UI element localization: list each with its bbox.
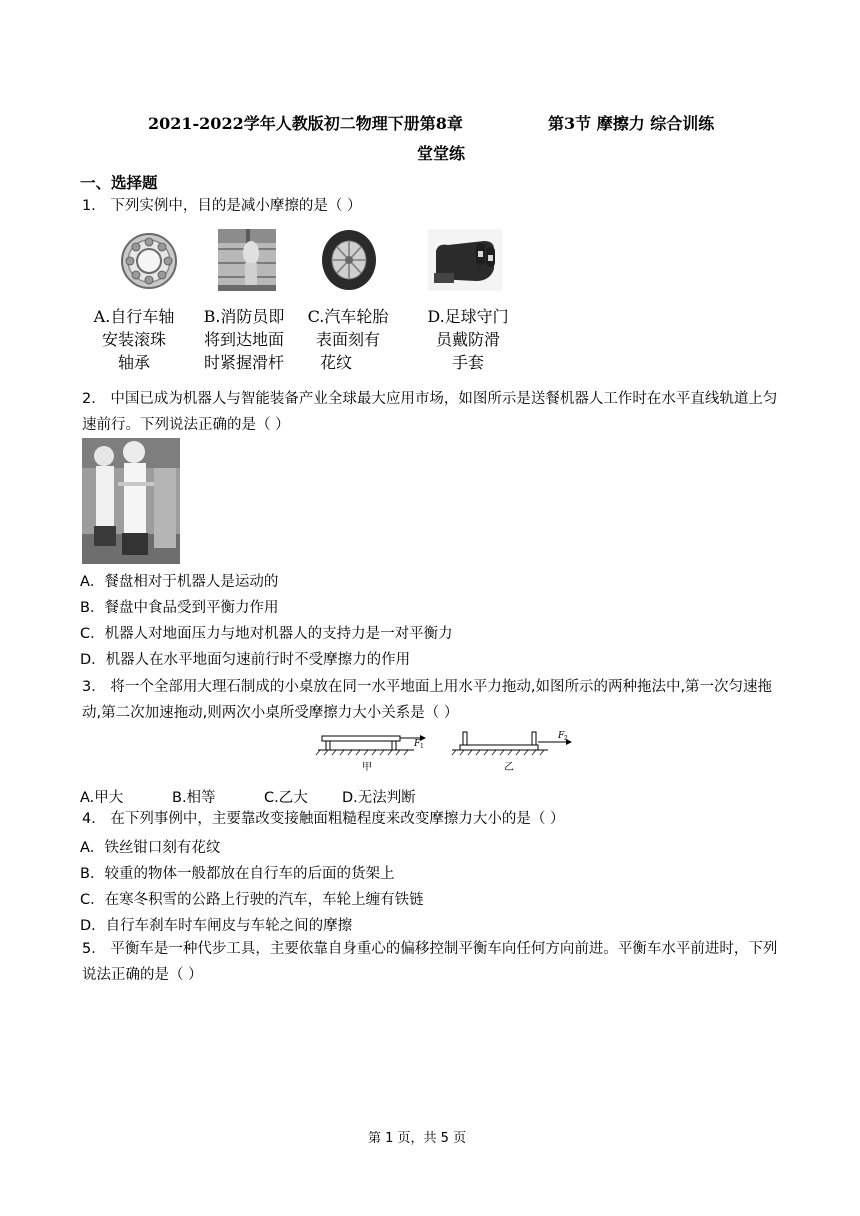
q4-option-c[interactable]: C．在寒冬积雪的公路上行驶的汽车，车轮上缠有铁链 [80,892,424,908]
figure-left-force: F [414,739,421,749]
q3-option-b[interactable]: B.相等 [172,790,216,806]
q3-option-a[interactable]: A.甲大 [80,790,124,806]
figure-right-label: 乙 [504,762,514,773]
q4-option-a[interactable]: A．铁丝钳口刻有花纹 [80,840,221,856]
figure-right-force-sub: 2 [564,735,568,742]
q1-option-c-line3: 花纹 [320,353,353,372]
question-3-stem-line2: 动,第二次加速拖动,则两次小桌所受摩擦力大小关系是（ ） [82,705,459,721]
question-5-stem-line1: 5． 平衡车是一种代步工具，主要依靠自身重心的偏移控制平衡车向任何方向前进。平衡车水平前进时，下列 [82,941,778,957]
q3-option-c[interactable]: C.乙大 [264,790,308,806]
bearing-image [118,228,180,294]
question-1-stem: 1． 下列实例中，目的是减小摩擦的是（ ） [82,198,362,214]
page-number-footer: 第 1 页，共 5 页 [368,1131,467,1146]
figure-right-table [452,732,572,755]
firefighter-pole-image [218,229,276,291]
question-5-stem-line2: 说法正确的是（ ） [82,967,203,983]
car-tire-image [321,229,377,292]
page-title-line2: 堂堂练 [417,144,466,163]
q1-option-b-line1: B.消防员即 [203,307,285,326]
q3-option-d[interactable]: D.无法判断 [342,790,416,806]
q1-option-b[interactable] [194,305,294,374]
q1-option-b-line2: 将到达地面 [203,330,284,349]
q2-option-c[interactable]: C．机器人对地面压力与地对机器人的支持力是一对平衡力 [80,626,453,642]
question-2-stem-line2: 速前行。下列说法正确的是（ ） [82,417,290,433]
q2-option-a[interactable]: A．餐盘相对于机器人是运动的 [80,574,279,590]
q1-option-a-line1: A.自行车轴 [93,307,175,326]
goalkeeper-glove-image [428,229,502,291]
page-title-part1: 2021-2022学年人教版初二物理下册第8章 [148,114,463,133]
question-2-stem-line1: 2． 中国已成为机器人与智能装备产业全球最大应用市场，如图所示是送餐机器人工作时在水平直线轨道上匀 [82,391,778,407]
q1-option-a-line2: 安装滚珠 [101,330,166,349]
q1-option-c-line2: 表面刻有 [315,330,380,349]
q1-option-c[interactable] [298,305,398,374]
q1-option-c-line1: C.汽车轮胎 [307,307,389,326]
q1-option-b-line3: 时紧握滑杆 [203,353,284,372]
q1-option-a[interactable] [84,305,184,374]
q1-option-a-line3: 轴承 [117,353,150,372]
q2-option-d[interactable]: D．机器人在水平地面匀速前行时不受摩擦力的作用 [80,652,411,668]
q1-option-d-line2: 员戴防滑 [435,330,500,349]
q4-option-d[interactable]: D．自行车刹车时车闸皮与车轮之间的摩擦 [80,918,353,934]
section-title: 一、选择题 [80,174,158,192]
page-title-part2: 第3节 摩擦力 综合训练 [548,114,715,133]
figure-left-label: 甲 [362,762,372,773]
figure-left-force-sub: 1 [420,743,424,750]
q2-option-b[interactable]: B．餐盘中食品受到平衡力作用 [80,600,279,616]
figure-right-force: F [558,731,565,741]
q1-option-d[interactable] [418,305,518,374]
q1-option-d-line1: D.足球守门 [427,307,509,326]
question-4-stem: 4． 在下列事例中，主要靠改变接触面粗糙程度来改变摩擦力大小的是（ ） [82,811,565,827]
question-3-stem-line1: 3． 将一个全部用大理石制成的小桌放在同一水平地面上用水平力拖动,如图所示的两种拖法中,第一次匀速拖 [82,679,773,695]
q4-option-b[interactable]: B．较重的物体一般都放在自行车的后面的货架上 [80,866,395,882]
figure-left-table [316,735,426,755]
robot-waiter-image [82,438,180,564]
q1-option-d-line3: 手套 [451,353,484,372]
table-drag-figure [310,726,580,774]
